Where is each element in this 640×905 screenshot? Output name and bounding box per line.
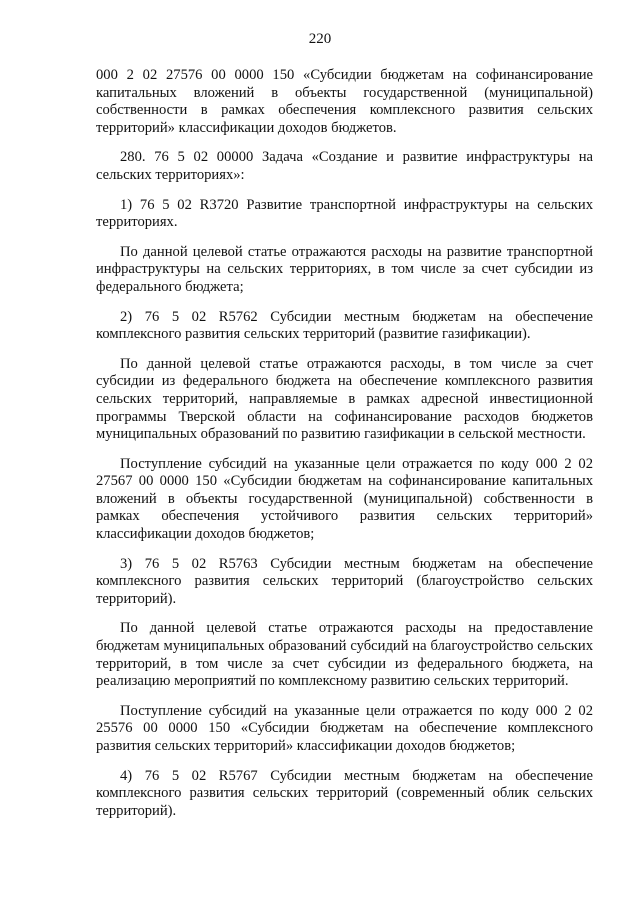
paragraph-item-1-description: По данной целевой статье отражаются расходы на развитие транспортной инфраструктуры на сельских территориях, в том числе за счет субсидии из федерального бюджета; (96, 243, 593, 295)
paragraph-item-3: 3) 76 5 02 R5763 Субсидии местным бюджетам на обеспечение комплексного развития сельских территорий (благоустройство сельских территорий). (96, 555, 593, 607)
paragraph-item-4: 4) 76 5 02 R5767 Субсидии местным бюджетам на обеспечение комплексного развития сельских территорий (современный облик сельских территорий). (96, 767, 593, 819)
document-body (96, 67, 593, 832)
paragraph-task-280: 280. 76 5 02 00000 Задача «Создание и развитие инфраструктуры на сельских территориях»: (96, 149, 593, 183)
paragraph-item-2-income-code: Поступление субсидий на указанные цели отражается по коду 000 2 02 27567 00 0000 150 «Субсидии бюджетам на софинансирование капитальных вложений в объекты государственной (муниципальной) собственности в рамках обеспечения устойчивого развития сельских территорий» классификации доходов бюджетов; (96, 455, 593, 543)
paragraph-item-2-description: По данной целевой статье отражаются расходы, в том числе за счет субсидии из федерального бюджета на обеспечение комплексного развития сельских территорий, направляемые в рамках адресной инвестиционной программы Тверской области на софинансирование расходов бюджетов муниципальных образований по развитию газификации в сельской местности. (96, 355, 593, 443)
paragraph-item-2: 2) 76 5 02 R5762 Субсидии местным бюджетам на обеспечение комплексного развития сельских территорий (развитие газификации). (96, 308, 593, 343)
paragraph-income-code-27576: 000 2 02 27576 00 0000 150 «Субсидии бюджетам на софинансирование капитальных вложений в объекты государственной (муниципальной) собственности в рамках обеспечения комплексного развития сельских территорий» классификации доходов бюджетов. (96, 67, 593, 136)
page-number: 220 (308, 31, 332, 47)
paragraph-item-3-description: По данной целевой статье отражаются расходы на предоставление бюджетам муниципальных образований субсидий на благоустройство сельских территорий, в том числе за счет субсидии из федерального бюджета, на реализацию мероприятий по комплексному развитию сельских территорий. (96, 620, 593, 690)
paragraph-item-3-income-code: Поступление субсидий на указанные цели отражается по коду 000 2 02 25576 00 0000 150 «Субсидии бюджетам на обеспечение комплексного развития сельских территорий» классификации доходов бюджетов; (96, 702, 593, 754)
paragraph-item-1: 1) 76 5 02 R3720 Развитие транспортной инфраструктуры на сельских территориях. (96, 196, 593, 231)
